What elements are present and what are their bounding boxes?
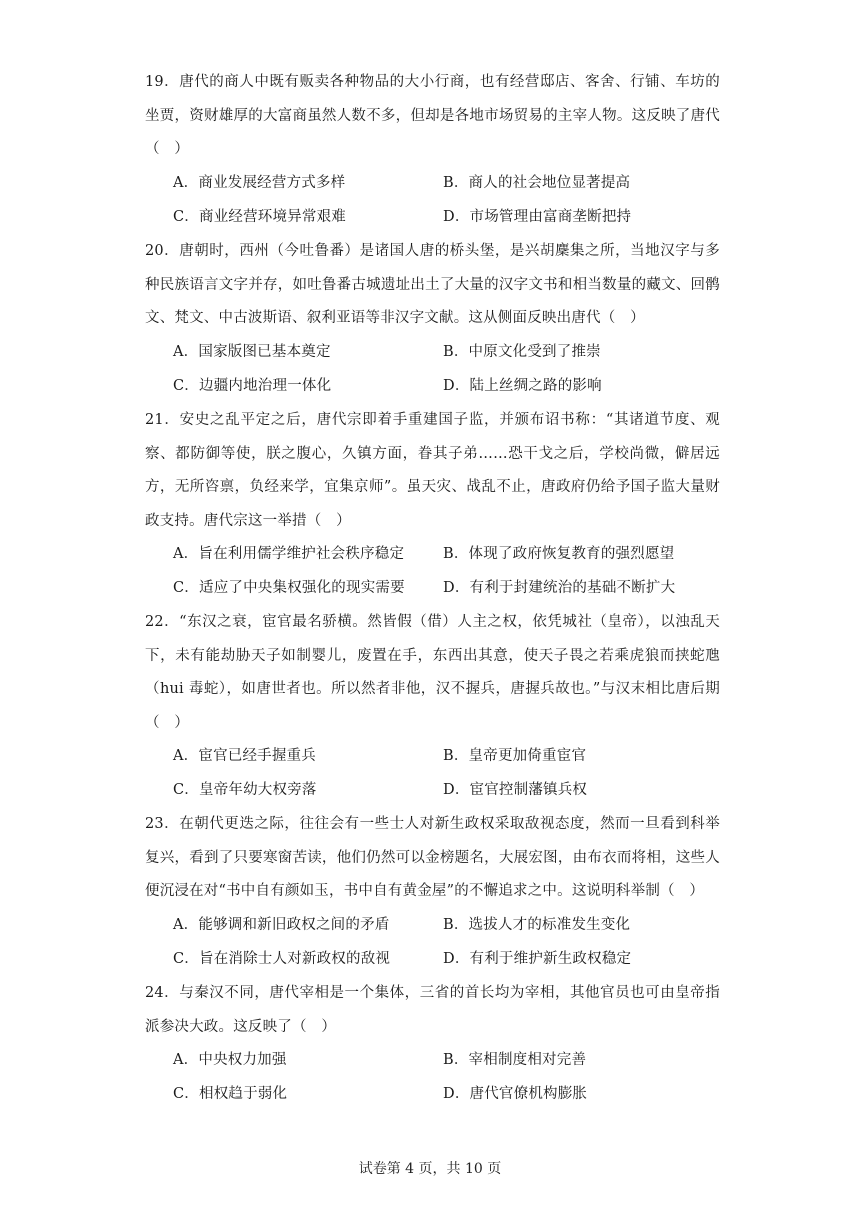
question-24 [145,977,720,1111]
option-c[interactable]: C．皇帝年幼大权旁落 [173,782,317,798]
question-stem: 21．安史之乱平定之后，唐代宗即着手重建国子监，并颁布诏书称：“其诸道节度、观察、都防御等使，朕之腹心，久镇方面，眷其子弟……恐干戈之后，学校尚微，僻居远方，无所咨禀，负经来学，宜集京师”。虽天灾、战乱不止，唐政府仍给予国子监大量财政支持。唐代宗这一举措（ ） [145,412,720,529]
option-a[interactable]: A．商业发展经营方式多样 [173,174,346,191]
question-stem: 23．在朝代更迭之际，往往会有一些士人对新生政权采取敌视态度，然而一旦看到科举复兴，看到了只要寒窗苦读，他们仍然可以金榜题名，大展宏图，由布衣而将相，这些人便沉浸在对“书中自有颜如玉，书中自有黄金屋”的不懈追求之中。这说明科举制（ ） [145,816,720,899]
question-23 [145,808,720,976]
option-b[interactable]: B．商人的社会地位显著提高 [443,174,631,191]
question-stem: 24．与秦汉不同，唐代宰相是一个集体，三省的首长均为宰相，其他官员也可由皇帝指派参决大政。这反映了（ ） [145,985,720,1035]
option-d[interactable]: D．宦官控制藩镇兵权 [443,782,588,798]
option-a[interactable]: A．国家版图已基本奠定 [173,343,331,360]
page-footer: 试卷第 4 页，共 10 页 [358,1161,502,1177]
options [145,167,720,234]
option-b[interactable]: B．体现了政府恢复教育的强烈愿望 [443,546,675,562]
question-19 [145,66,720,234]
question-20 [145,235,720,403]
options [145,538,720,605]
option-a[interactable]: A．宦官已经手握重兵 [173,748,316,764]
question-stem: 22．“东汉之衰，宦官最名骄横。然皆假（借）人主之权，依凭城社（皇帝），以浊乱天下，未有能劫胁天子如制婴儿，废置在手，东西出其意，使天子畏之若乘虎狼而挟蛇虺（hui 毒蛇），如唐世者也。所以然者非他，汉不握兵，唐握兵故也。”与汉末相比唐后期（ ） [145,614,720,731]
options [145,909,720,976]
option-c[interactable]: C．商业经营环境异常艰难 [173,208,346,225]
option-a[interactable]: A．能够调和新旧政权之间的矛盾 [173,916,390,933]
option-b[interactable]: B．中原文化受到了推崇 [443,343,601,360]
option-a[interactable]: A．旨在利用儒学维护社会秩序稳定 [173,546,405,562]
question-stem: 19．唐代的商人中既有贩卖各种物品的大小行商，也有经营邸店、客舍、行铺、车坊的坐贾，资财雄厚的大富商虽然人数不多，但却是各地市场贸易的主宰人物。这反映了唐代（ ） [145,74,720,157]
option-d[interactable]: D．有利于封建统治的基础不断扩大 [443,580,676,596]
options [145,336,720,403]
option-d[interactable]: D．有利于维护新生政权稳定 [443,950,632,967]
option-c[interactable]: C．边疆内地治理一体化 [173,377,332,394]
option-b[interactable]: B．皇帝更加倚重宦官 [443,748,587,764]
option-c[interactable]: C．相权趋于弱化 [173,1086,288,1102]
option-b[interactable]: B．宰相制度相对完善 [443,1052,587,1068]
option-b[interactable]: B．选拔人才的标准发生变化 [443,916,631,933]
option-c[interactable]: C．旨在消除士人对新政权的敌视 [173,950,391,967]
option-a[interactable]: A．中央权力加强 [173,1052,287,1068]
options [145,1044,720,1111]
question-21 [145,404,720,605]
option-c[interactable]: C．适应了中央集权强化的现实需要 [173,580,405,596]
question-stem: 20．唐朝时，西州（今吐鲁番）是诸国人唐的桥头堡，是兴胡麇集之所，当地汉字与多种民族语言文字并存，如吐鲁番古城遗址出土了大量的汉字文书和相当数量的藏文、回鹘文、梵文、中古波斯语、叙利亚语等非汉字文献。这从侧面反映出唐代（ ） [145,243,720,326]
option-d[interactable]: D．唐代官僚机构膨胀 [443,1086,588,1102]
question-22 [145,606,720,807]
option-d[interactable]: D．陆上丝绸之路的影响 [443,377,602,394]
options [145,740,720,807]
option-d[interactable]: D．市场管理由富商垄断把持 [443,208,632,225]
